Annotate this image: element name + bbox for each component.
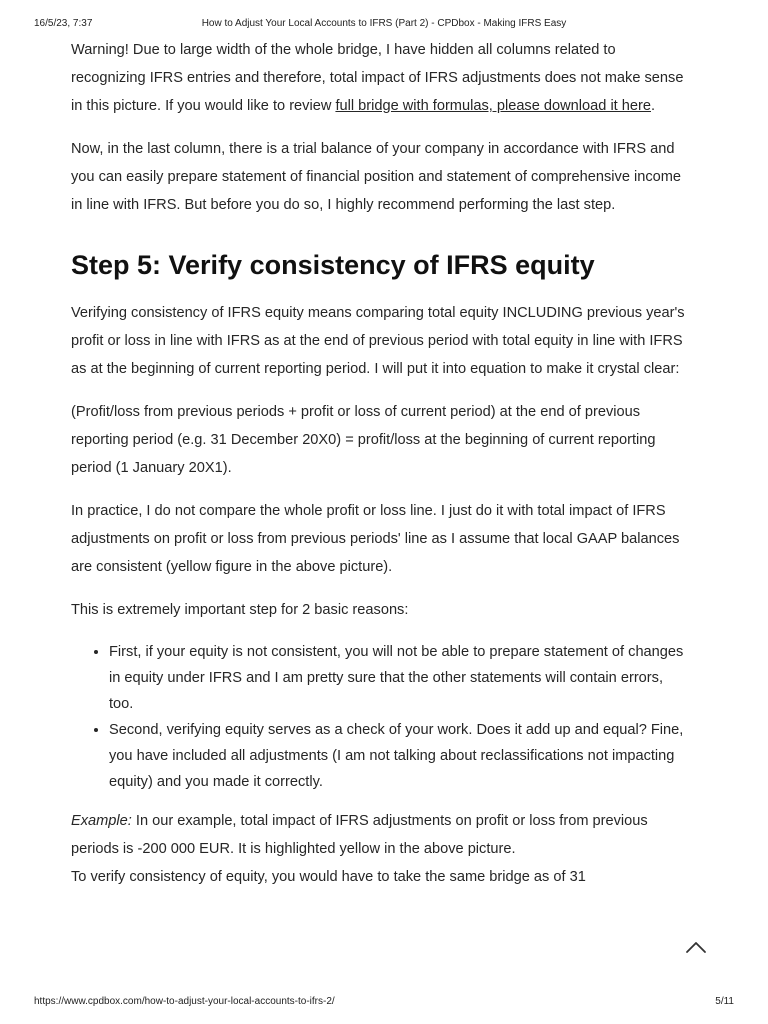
warning-paragraph bbox=[71, 36, 691, 120]
equation-paragraph: (Profit/loss from previous periods + profit or loss of current period) at the end of previous reporting period (e.g. 31 December 20X0) = profit/loss at the beginning of current reporting period (1 January 20X1). bbox=[71, 404, 656, 476]
verify-equity-paragraph: Verifying consistency of IFRS equity means comparing total equity INCLUDING previous year's profit or loss in line with IFRS as at the end of previous period with total equity in line with IFRS as at the beginning of current reporting period. I will put it into equation to make it crystal clear: bbox=[71, 305, 685, 377]
print-url: https://www.cpdbox.com/how-to-adjust-your-local-accounts-to-ifrs-2/ bbox=[34, 996, 335, 1007]
print-page-title: How to Adjust Your Local Accounts to IFRS (Part 2) - CPDbox - Making IFRS Easy bbox=[201, 18, 567, 29]
example-label: Example: bbox=[71, 813, 132, 829]
chevron-up-icon bbox=[684, 936, 708, 960]
warning-end: . bbox=[651, 98, 656, 114]
verify-bridge-paragraph: To verify consistency of equity, you would have to take the same bridge as of 31 bbox=[71, 869, 586, 885]
scroll-to-top-button[interactable] bbox=[684, 936, 708, 960]
example-paragraph bbox=[71, 807, 691, 863]
list-item: • First, if your equity is not consistent, you will not be able to prepare statement of changes in equity under IFRS and I am pretty sure that the other statements will contain errors, too. bbox=[109, 639, 691, 717]
print-header bbox=[34, 18, 734, 32]
download-bridge-link[interactable]: full bridge with formulas, please download it here bbox=[335, 98, 651, 114]
practice-paragraph: In practice, I do not compare the whole profit or loss line. I just do it with total impact of IFRS adjustments on profit or loss from previous periods' line as I assume that local GAAP balances are consistent (yellow figure in the above picture). bbox=[71, 503, 680, 575]
print-footer bbox=[34, 996, 734, 1010]
list-item: • Second, verifying equity serves as a check of your work. Does it add up and equal? Fine, you have included all adjustments (I am not talking about reclassifications not impacting equity) and you made it correctly. bbox=[109, 717, 691, 795]
reasons-intro-paragraph: This is extremely important step for 2 basic reasons: bbox=[71, 602, 409, 618]
reasons-list bbox=[71, 639, 691, 795]
example-text: In our example, total impact of IFRS adjustments on profit or loss from previous periods is -200 000 EUR. It is highlighted yellow in the above picture. bbox=[71, 813, 648, 857]
step-5-heading: Step 5: Verify consistency of IFRS equity bbox=[71, 250, 595, 280]
article-content bbox=[71, 36, 691, 906]
print-page-number: 5/11 bbox=[715, 996, 734, 1007]
print-date: 16/5/23, 7:37 bbox=[34, 18, 93, 29]
trial-balance-paragraph: Now, in the last column, there is a trial balance of your company in accordance with IFRS and you can easily prepare statement of financial position and statement of comprehensive income in line with IFRS. But before you do so, I highly recommend performing the last step. bbox=[71, 141, 682, 213]
warning-text: Warning! Due to large width of the whole bridge, I have hidden all columns related to recognizing IFRS entries and therefore, total impact of IFRS adjustments does not make sense in this picture. If you would like to review bbox=[71, 42, 684, 114]
